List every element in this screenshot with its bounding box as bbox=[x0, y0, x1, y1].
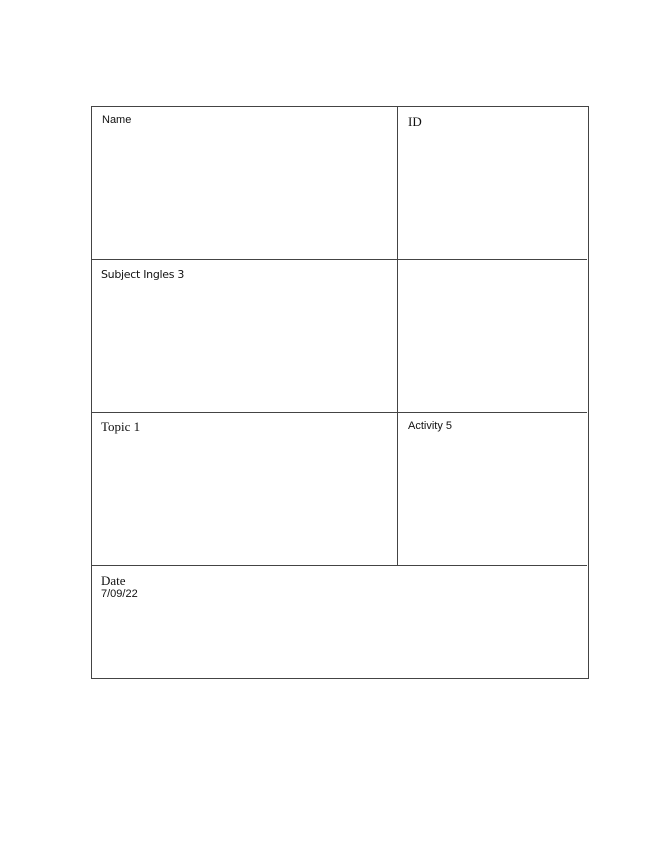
topic-cell bbox=[92, 413, 398, 566]
date-value: 7/09/22 bbox=[101, 588, 138, 600]
form-table bbox=[91, 106, 589, 679]
name-label: Name bbox=[102, 114, 132, 126]
date-cell bbox=[92, 566, 587, 677]
empty-cell bbox=[398, 260, 587, 413]
subject-cell bbox=[92, 260, 398, 413]
activity-label: Activity 5 bbox=[408, 420, 453, 432]
topic-label: Topic 1 bbox=[101, 419, 141, 434]
subject-label: Subject Ingles 3 bbox=[101, 268, 185, 281]
name-cell bbox=[92, 107, 398, 260]
id-cell bbox=[398, 107, 587, 260]
activity-cell bbox=[398, 413, 587, 566]
date-label: Date bbox=[101, 573, 126, 588]
id-label: ID bbox=[408, 114, 422, 129]
